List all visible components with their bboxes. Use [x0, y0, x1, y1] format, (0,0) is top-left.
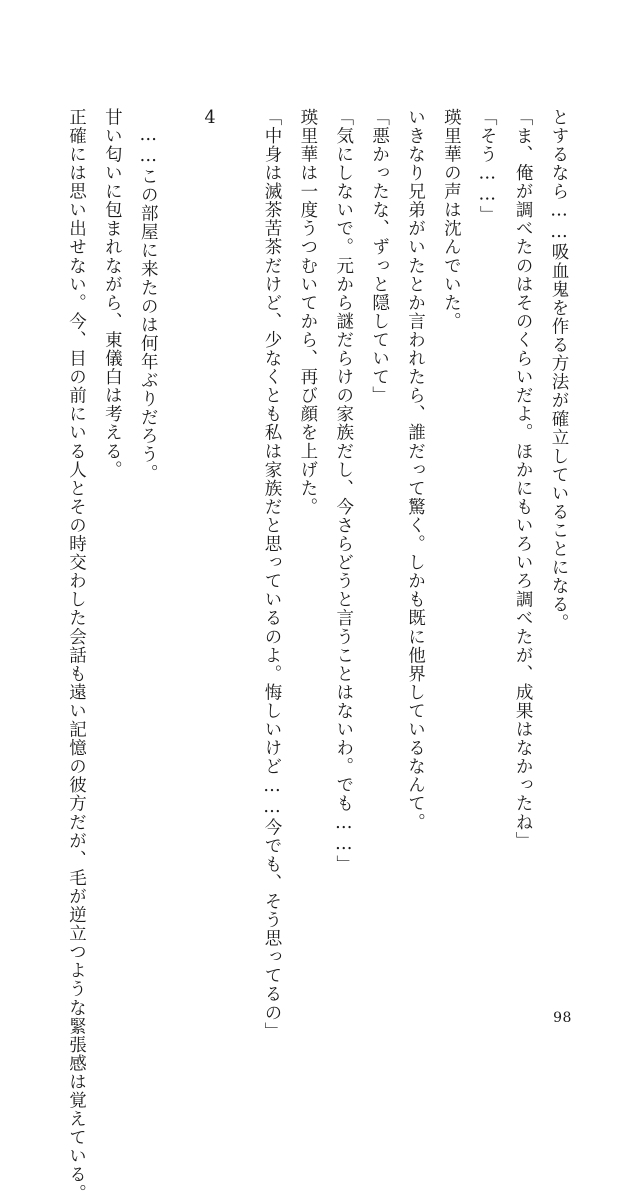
- paragraph-line: ……この部屋に来たのは何年ぶりだろう。: [138, 125, 159, 483]
- paragraph-line: いきなり兄弟がいたとか言われたら、誰だって驚く。しかも既に他界しているなんて。: [405, 108, 426, 832]
- paragraph-line: 正確には思い出せない。今、目の前にいる人とその時交わした会話も遠い記憶の彼方だが、毛が逆立つような緊張感は覚えている。: [66, 108, 87, 1202]
- paragraph-line: 「悪かったな、ずっと隠していて」: [369, 108, 390, 405]
- paragraph-line: 「ま、俺が調べたのはそのくらいだよ。ほかにもいろいろ調べたが、成果はなかったね」: [513, 108, 534, 850]
- section-number: 4: [200, 108, 221, 129]
- paragraph-spacer: [165, 108, 191, 908]
- paragraph-line: 瑛里華の声は沈んでいた。: [441, 108, 462, 331]
- paragraph-line: とするなら……吸血鬼を作る方法が確立していることになる。: [549, 108, 569, 633]
- page-number: 98: [553, 1010, 572, 1026]
- paragraph-line: 「中身は滅茶苦茶だけど、少なくとも私は家族だと思っているのよ。悔しいけど……今でも、そう思ってるの」: [262, 108, 282, 1041]
- paragraph-line: 瑛里華は一度うつむいてから、再び顔を上げた。: [297, 108, 318, 517]
- paragraph-spacer: [227, 108, 253, 908]
- paragraph-line: 「気にしないで。元から謎だらけの家族だし、今さらどうと言うことはないわ。でも……」: [333, 108, 354, 874]
- paragraph-line: 「そう……」: [477, 108, 498, 225]
- paragraph-line: 甘い匂いに包まれながら、東儀白は考える。: [102, 108, 123, 479]
